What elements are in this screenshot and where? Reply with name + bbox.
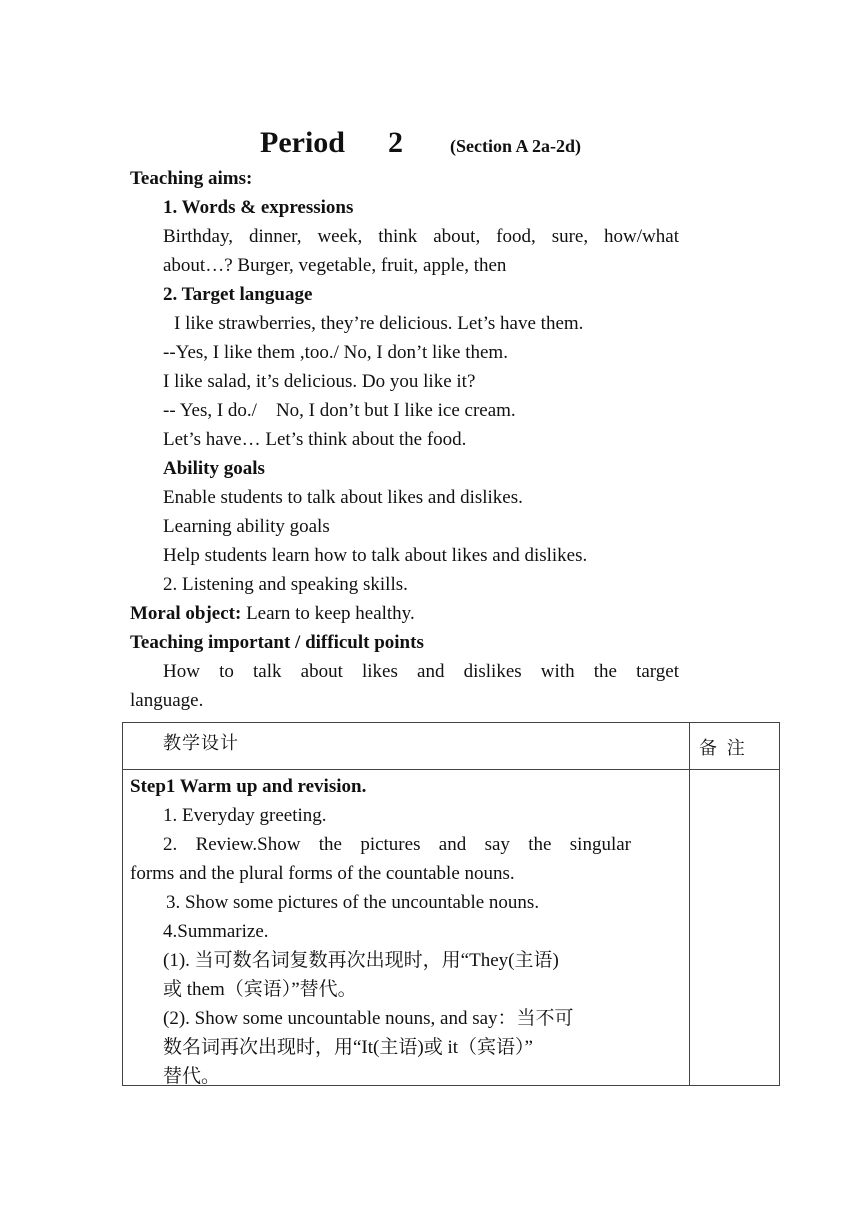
title-period: Period [260, 126, 345, 159]
learning-line-2: 2. Listening and speaking skills. [163, 574, 408, 595]
target-line-4: -- Yes, I do./ No, I don’t but I like ice cream. [163, 400, 516, 421]
table-header-divider [123, 769, 779, 770]
ability-heading: Ability goals [163, 458, 265, 479]
learning-line-1: Help students learn how to talk about likes and dislikes. [163, 545, 588, 566]
learning-heading: Learning ability goals [163, 516, 330, 537]
summary-2-line-2: 数名词再次出现时，用“It(主语)或 it（宾语）” [163, 1037, 533, 1058]
header-notes: 备 注 [699, 738, 747, 759]
step-item-1: 1. Everyday greeting. [163, 805, 327, 826]
title-number: 2 [388, 126, 403, 159]
step-item-3: 3. Show some pictures of the uncountable nouns. [166, 892, 540, 913]
summary-1-line-1: (1). 当可数名词复数再次出现时，用“They(主语) [163, 950, 559, 971]
ability-line: Enable students to talk about likes and dislikes. [163, 487, 523, 508]
target-heading: 2. Target language [163, 284, 313, 305]
lesson-table [122, 722, 780, 1086]
points-line-2: language. [130, 690, 204, 711]
words-heading: 1. Words & expressions [163, 197, 354, 218]
target-line-1: I like strawberries, they’re delicious. Let’s have them. [174, 313, 584, 334]
points-line-1: How to talk about likes and dislikes with the target [163, 661, 679, 682]
target-line-5: Let’s have… Let’s think about the food. [163, 429, 467, 450]
moral-object [130, 599, 415, 628]
step-item-2-cont: forms and the plural forms of the countable nouns. [130, 863, 515, 884]
words-line-1: Birthday, dinner, week, think about, food, sure, how/what [163, 226, 679, 247]
step-item-4: 4.Summarize. [163, 921, 269, 942]
teaching-aims-heading: Teaching aims: [130, 168, 253, 189]
points-heading: Teaching important / difficult points [130, 632, 424, 653]
words-line-2: about…? Burger, vegetable, fruit, apple, then [163, 255, 507, 276]
header-design: 教学设计 [163, 733, 239, 754]
step-item-2: 2. Review.Show the pictures and say the singular [163, 834, 631, 855]
target-line-3: I like salad, it’s delicious. Do you like it? [163, 371, 476, 392]
summary-2-line-1: (2). Show some uncountable nouns, and say：当不可 [163, 1008, 574, 1029]
moral-label: Moral object: [130, 603, 242, 624]
step-title: Step1 Warm up and revision. [130, 776, 367, 797]
target-line-2: --Yes, I like them ,too./ No, I don’t like them. [163, 342, 508, 363]
page-title [0, 126, 860, 168]
summary-1-line-2: 或 them（宾语）”替代。 [163, 979, 357, 1000]
table-column-divider [689, 723, 690, 1085]
moral-text: Learn to keep healthy. [241, 603, 415, 624]
title-section: (Section A 2a-2d) [450, 136, 582, 156]
summary-2-line-3: 替代。 [163, 1066, 221, 1087]
